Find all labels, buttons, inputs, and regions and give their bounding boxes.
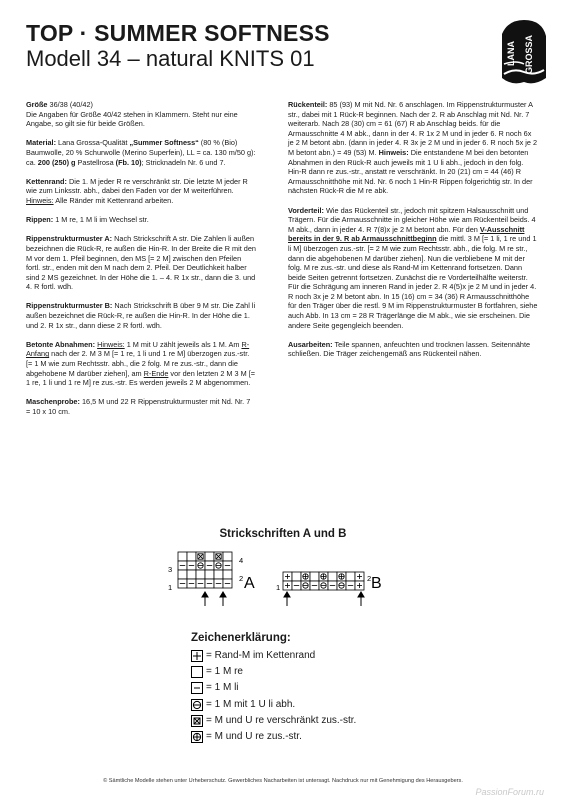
legend-item <box>191 713 356 729</box>
material-yarn: „Summer Softness“ <box>129 138 199 148</box>
svg-text:GROSSA: GROSSA <box>524 34 534 74</box>
pattern-b-paragraph <box>26 301 256 330</box>
pattern-a-text: Nach Strickschrift A str. Die Zahlen li außen bezeichnen die Rück-R, re außen die Hin-R. In der Breite die R mit den M vor dem 1. Pfeil beginnen, den MS [= 2 M] zwischen den Pfeilen fortl. str., enden mit den M nach dem 2. Pfeil. Der Deutlichkeit halber sind 2 MS gezeichnet. In der Höhe die 1. – 4. R 1x str., dann die 3. und 4. R fortl. wdh. <box>26 234 256 292</box>
size-paragraph <box>26 100 256 129</box>
v-neck-note: V-Ausschnitt bereits in der 9. R ab Armausschnittbeginn <box>288 224 525 244</box>
lana-grossa-logo <box>494 16 550 86</box>
svg-text:LANA: LANA <box>506 41 516 66</box>
left-column <box>26 100 256 426</box>
chart-cell <box>214 570 223 579</box>
chart-cell <box>346 572 355 581</box>
front-text: die mittl. 3 M [= 1 li, 1 re und 1 li M] überzogen zus.-str. [= 2 M wie zum Rechtsstr. abh., die folg. M re str., dann die abgehobenen M darüber ziehen]. Nun die verbliebene M mit der folg. M re zus.-str. und diese als Rand-M im Kettenrand fortsetzen. Dann beide Seiten getrennt fortsetzen. Zunächst die re Vorderteilhälfte weiterstr. Für die Schrägung am inneren Rand in jeder 2. R 4(5)x je 2 M und in jeder 4. R noch 3x je 2 M betont abn. In 15 (16) cm = 34 (36) R Armausschnitthöhe für den Träger über die restl. 9 M im Rippenstrukturmuster B fortfahren, siehe auch Abb. In 13 cm = 28 R Trägerlänge die M abk., wie sie erscheinen. Die andere Seite gegengleich beenden. <box>288 234 538 330</box>
chart-a-row-2-label: 2 <box>239 574 244 583</box>
gauge-text: 16,5 M und 22 R Rippenstrukturmuster mit Nd. Nr. 7 = 10 x 10 cm. <box>26 397 251 416</box>
decrease-text: nach der 2. M 3 M [= 1 re, 1 li und 1 re M] überzogen zus.-str. [= 1 M wie zum Rechtsstr. abh., die 2 folg. M re zus.-str., dann die abgehobene M darüber ziehen], am <box>26 349 250 378</box>
twisted-k2tog-symbol-icon <box>191 715 203 727</box>
front-text: Wie das Rückenteil str., jedoch mit spitzem Halsausschnitt und Trägern. Für die Armausschnitte in gleicher Höhe wie am Rückenteil beids. 4 M abk., dann in jeder 4. R 7(8)x je 2 M betont abn. Für den <box>288 205 536 234</box>
back-paragraph <box>288 100 538 196</box>
chart-a <box>160 548 260 608</box>
back-text: Die entstandene M bei den betonten Abnahmen in den Rück-R auch jeweils mit 1 U li abh., jedoch in den folg. Hin-R dann re zus.-str., anstatt re verschränkt. In 20 (21) cm = 44 (46) R Armausschnitthöhe mit Nd. Nr. 6 noch 1 Hin-R Rippen folgerichtig str. In der nächsten Rück-R die M re abk. <box>288 147 533 196</box>
copyright-footer: © Sämtliche Modelle stehen unter Urheberschutz. Gewerbliches Nacharbeiten ist untersagt. Nachdruck nur mit Genehmigung des Herausgebers. <box>103 778 463 784</box>
kettenrand-label: Kettenrand: <box>26 176 67 186</box>
chart-cell <box>328 572 337 581</box>
finishing-label: Ausarbeiten: <box>288 339 333 349</box>
legend-label: = M und U re verschränkt zus.-str. <box>206 714 357 726</box>
kettenrand-paragraph <box>26 177 256 206</box>
front-paragraph <box>288 206 538 331</box>
hint-label: Hinweis: <box>97 339 125 349</box>
pattern-a-paragraph <box>26 234 256 292</box>
gauge-paragraph <box>26 397 256 416</box>
legend-title: Zeichenerklärung: <box>191 632 291 644</box>
finishing-paragraph <box>288 340 538 359</box>
kettenrand-text: Alle Ränder mit Kettenrand arbeiten. <box>53 195 174 205</box>
back-label: Rückenteil: <box>288 100 328 109</box>
chart-b-row-1-label: 1 <box>276 583 281 592</box>
decrease-text: vor den letzten 2 M 3 M [= 1 re, 1 li und 1 re M] re zus.-str. Es werden jeweils 2 M abgenommen. <box>26 368 255 388</box>
chart-cell <box>205 570 214 579</box>
chart-cell <box>223 570 232 579</box>
legend-item <box>191 680 356 696</box>
chart-cell <box>310 572 319 581</box>
rippen-label: Rippen: <box>26 215 54 225</box>
legend-label: = 1 M mit 1 U li abh. <box>206 698 296 710</box>
pattern-a-label: Rippenstrukturmuster A: <box>26 234 113 244</box>
material-text: ; Stricknadeln Nr. 6 und 7. <box>141 157 226 167</box>
size-text: 36/38 (40/42) <box>47 100 93 109</box>
charts-title: Strickschriften A und B <box>219 528 347 540</box>
page-title: TOP · SUMMER SOFTNESS <box>26 20 330 46</box>
rippen-paragraph <box>26 215 256 225</box>
legend-label: = 1 M re <box>206 666 243 678</box>
size-label: Größe <box>26 100 48 109</box>
rippen-text: 1 M re, 1 M li im Wechsel str. <box>53 215 149 225</box>
gauge-label: Maschenprobe: <box>26 397 80 407</box>
decrease-paragraph <box>26 340 256 388</box>
chart-b-label: B <box>371 575 382 592</box>
chart-cell <box>196 570 205 579</box>
chart-cell <box>187 570 196 579</box>
legend-item <box>191 648 356 664</box>
edge-stitch-symbol-icon <box>191 650 203 662</box>
pattern-b-label: Rippenstrukturmuster B: <box>26 301 113 311</box>
right-column <box>288 100 538 369</box>
knit-stitch-symbol-icon <box>191 666 203 678</box>
legend-item <box>191 697 356 713</box>
material-label: Material: <box>26 138 57 148</box>
material-color: (Fb. 10) <box>115 157 142 167</box>
chart-a-row-1-label: 1 <box>168 583 173 592</box>
purl-stitch-symbol-icon <box>191 682 203 694</box>
chart-a-row-3-label: 3 <box>168 565 173 574</box>
chart-a-row-4-label: 4 <box>239 556 244 565</box>
chart-cell <box>205 552 214 561</box>
watermark: PassionForum.ru <box>475 787 544 797</box>
chart-b <box>273 558 403 608</box>
legend-item <box>191 664 356 680</box>
material-paragraph <box>26 138 256 167</box>
row-start-label: R-Anfang <box>26 339 250 359</box>
hint-label: Hinweis: <box>378 147 409 157</box>
decrease-text: 1 M mit U zählt jeweils als 1 M. Am <box>124 339 242 349</box>
decrease-label: Betonte Abnahmen: <box>26 339 96 349</box>
material-text: Lana Grossa-Qualität <box>56 138 130 148</box>
legend-label: = M und U re zus.-str. <box>206 730 302 742</box>
chart-b-row-2-label: 2 <box>367 574 372 583</box>
chart-b-arrows <box>284 592 364 606</box>
material-text: Pastellrosa <box>75 157 116 167</box>
k2tog-symbol-icon <box>191 731 203 743</box>
page-subtitle: Modell 34 – natural KNITS 01 <box>26 46 315 71</box>
chart-a-arrows <box>202 592 226 606</box>
slip-yo-symbol-icon <box>191 699 203 711</box>
chart-cell <box>292 572 301 581</box>
chart-cell <box>223 552 232 561</box>
chart-b-grid <box>283 572 364 590</box>
front-label: Vorderteil: <box>288 205 324 215</box>
legend <box>191 648 356 745</box>
chart-cell <box>178 570 187 579</box>
pattern-b-text: Nach Strickschrift B über 9 M str. Die Zahl li außen bezeichnet die Rück-R, re außen die Hin-R. In der Höhe die 1. und 2. R 1x str., dann diese 2 R fortl. wdh. <box>26 301 256 330</box>
chart-a-grid <box>178 552 232 588</box>
legend-item <box>191 729 356 745</box>
material-amount: 200 (250) g <box>37 157 76 167</box>
legend-label: = Rand-M im Kettenrand <box>206 650 316 661</box>
material-text: (80 % (Bio) Baumwolle, 20 % Schurwolle (Merino Superfein), LL = ca. 130 m/50 g): ca. <box>26 138 256 167</box>
size-note: Die Angaben für Größe 40/42 stehen in Klammern. Steht nur eine Angabe, so gilt sie für beide Größen. <box>26 109 238 129</box>
kettenrand-text: Die 1. M jeder R re verschränkt str. Die letzte M jeder R wie zum Linksstr. abh., dabei den Faden vor der M weiterführen. <box>26 176 248 196</box>
row-end-label: R-Ende <box>143 368 169 378</box>
finishing-text: Teile spannen, anfeuchten und trocknen lassen. Seitennähte schließen. Die Träger zeichengemäß ans Rückenteil nähen. <box>288 339 531 359</box>
legend-label: = 1 M li <box>206 682 239 694</box>
chart-cell <box>178 552 187 561</box>
chart-cell <box>187 552 196 561</box>
chart-a-label: A <box>244 575 255 592</box>
back-text: 85 (93) M mit Nd. Nr. 6 anschlagen. Im Rippenstrukturmuster A str., dabei mit 1 Rück-R beginnen. Nach der 2. R ab Anschlag mit Nd. Nr. 7 weiterarb. Nach 28 (30) cm = 61 (67) R ab Anschlag beids. für die Armausschnitte 4 M abk., dann in der 4. R 1x 2 M und in jeder 6. R noch 6x je 2 M betont abn. (dann in jeder 4. R 3x je 2 M und in jeder 6. R noch 5x je 2 M betont abn.) = 49 (53) M. <box>288 100 538 157</box>
hint-label: Hinweis: <box>26 195 54 205</box>
